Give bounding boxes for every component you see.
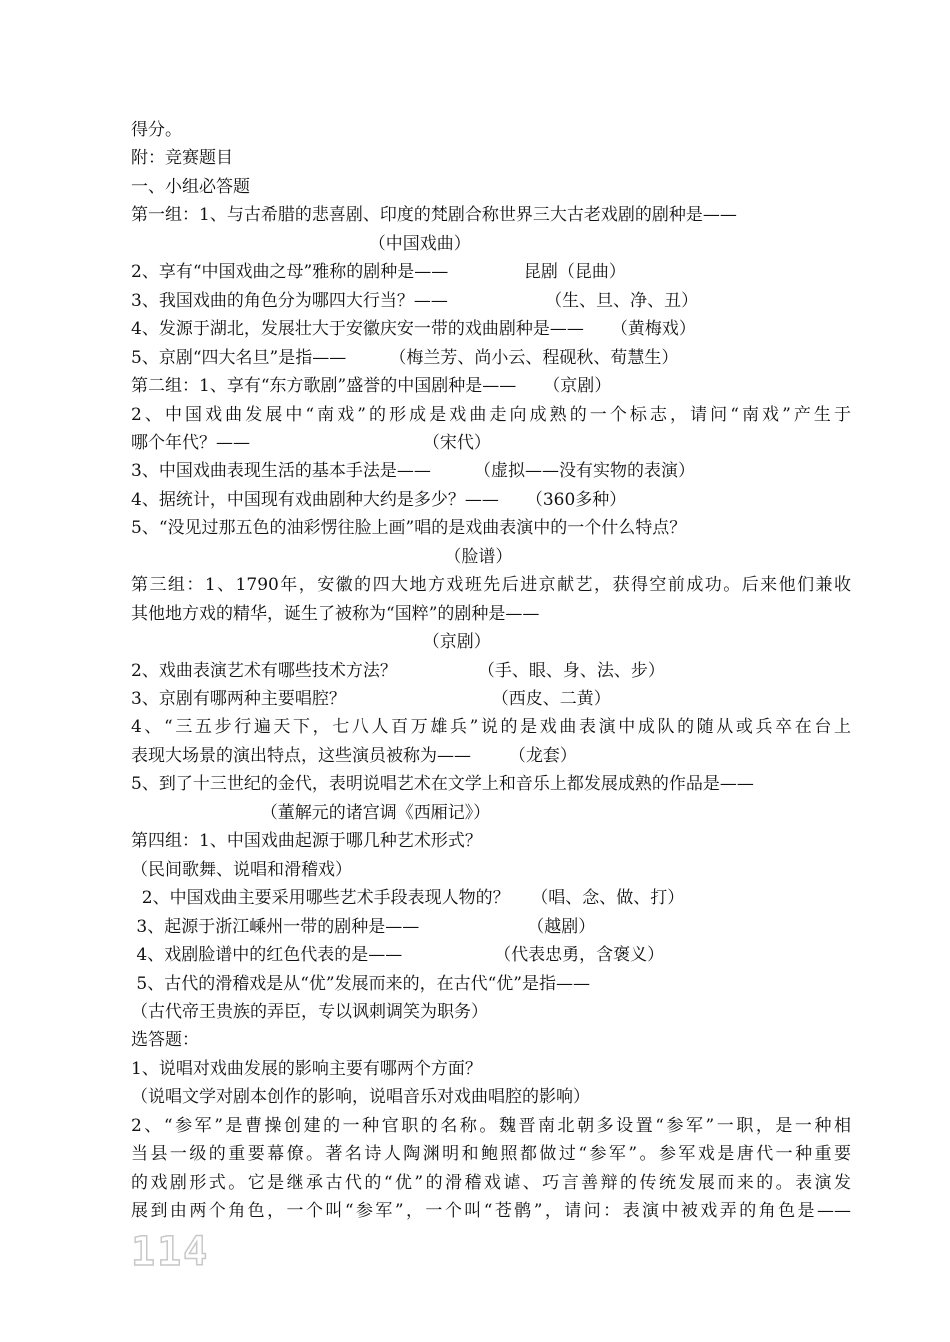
text-line: 4、发源于湖北，发展壮大于安徽庆安一带的戏曲剧种是—— （黄梅戏）	[131, 319, 696, 340]
text-line: 2、中国戏曲主要采用哪些艺术手段表现人物的？ （唱、念、做、打）	[131, 888, 685, 909]
text-line: 3、京剧有哪两种主要唱腔？ （西皮、二黄）	[131, 689, 611, 709]
text-line: 得分。	[131, 120, 182, 140]
text-line: 5、“没见过那五色的油彩愣往脸上画”唱的是戏曲表演中的一个什么特点？	[131, 518, 687, 539]
text-line: 2、享有“中国戏曲之母”雅称的剧种是—— 昆剧（昆曲）	[131, 262, 626, 283]
text-line: 选答题：	[131, 1030, 199, 1051]
text-line: （中国戏曲）	[131, 233, 471, 254]
text-line: 第四组：1、中国戏曲起源于哪几种艺术形式？	[131, 831, 482, 852]
text-line: 4、“三五步行遍天下，七八人百万雄兵”说的是戏曲表演中成队的随从或兵卒在台上	[131, 717, 851, 738]
text-line: 附：竞赛题目	[131, 148, 233, 169]
text-line: 当县一级的重要幕僚。著名诗人陶渊明和鲍照都做过“参军”。参军戏是唐代一种重要	[131, 1144, 851, 1165]
text-line: 其他地方戏的精华，诞生了被称为“国粹”的剧种是——	[131, 603, 540, 624]
text-line: 2、戏曲表演艺术有哪些技术方法？ （手、眼、身、法、步）	[131, 660, 665, 681]
text-line: 2、“参军”是曹操创建的一种官职的名称。魏晋南北朝多设置“参军”一职，是一种相	[131, 1115, 851, 1136]
text-line: 的戏剧形式。它是继承古代的“优”的滑稽戏谑、巧言善辩的传统发展而来的。表演发	[131, 1172, 851, 1193]
text-line: 2、中国戏曲发展中“南戏”的形成是戏曲走向成熟的一个标志，请问“南戏”产生于	[131, 404, 851, 425]
text-line: 5、京剧“四大名旦”是指—— （梅兰芳、尚小云、程砚秋、荀慧生）	[131, 347, 679, 368]
text-line: 3、起源于浙江嵊州一带的剧种是—— （越剧）	[131, 916, 596, 937]
text-line: （京剧）	[131, 632, 491, 653]
text-line: 第三组：1、1790年，安徽的四大地方戏班先后进京献艺，获得空前成功。后来他们兼收	[131, 575, 851, 596]
text-line: （董解元的诸宫调《西厢记》）	[131, 802, 491, 823]
text-line: 5、到了十三世纪的金代，表明说唱艺术在文学上和音乐上都发展成熟的作品是——	[131, 774, 754, 795]
text-line: 第一组：1、与古希腊的悲喜剧、印度的梵剧合称世界三大古老戏剧的剧种是——	[131, 205, 737, 226]
text-line: 哪个年代？—— （宋代）	[131, 432, 491, 453]
text-line: 3、中国戏曲表现生活的基本手法是—— （虚拟——没有实物的表演）	[131, 461, 696, 482]
text-line: 3、我国戏曲的角色分为哪四大行当？—— （生、旦、净、丑）	[131, 290, 699, 311]
text-line: 4、据统计，中国现有戏曲剧种大约是多少？—— （360多种）	[131, 489, 627, 510]
text-line: （脸谱）	[131, 546, 513, 567]
text-line: 4、戏剧脸谱中的红色代表的是—— （代表忠勇，含褒义）	[131, 945, 665, 965]
page-number: 114	[131, 1229, 210, 1275]
text-line: 第二组：1、享有“东方歌剧”盛誉的中国剧种是—— （京剧）	[131, 376, 612, 397]
text-line: 1、说唱对戏曲发展的影响主要有哪两个方面？	[131, 1058, 482, 1079]
text-line: 5、古代的滑稽戏是从“优”发展而来的，在古代“优”是指——	[131, 973, 590, 994]
text-line: 展到由两个角色，一个叫“参军”，一个叫“苍鹘”，请问：表演中被戏弄的角色是——	[131, 1201, 851, 1222]
text-line: 一、小组必答题	[131, 176, 250, 197]
text-line: （古代帝王贵族的弄臣，专以讽刺调笑为职务）	[131, 1001, 488, 1022]
text-line: （说唱文学对剧本创作的影响，说唱音乐对戏曲唱腔的影响）	[131, 1087, 590, 1108]
text-line: （民间歌舞、说唱和滑稽戏）	[131, 859, 352, 880]
text-line: 表现大场景的演出特点，这些演员被称为—— （龙套）	[131, 745, 577, 766]
